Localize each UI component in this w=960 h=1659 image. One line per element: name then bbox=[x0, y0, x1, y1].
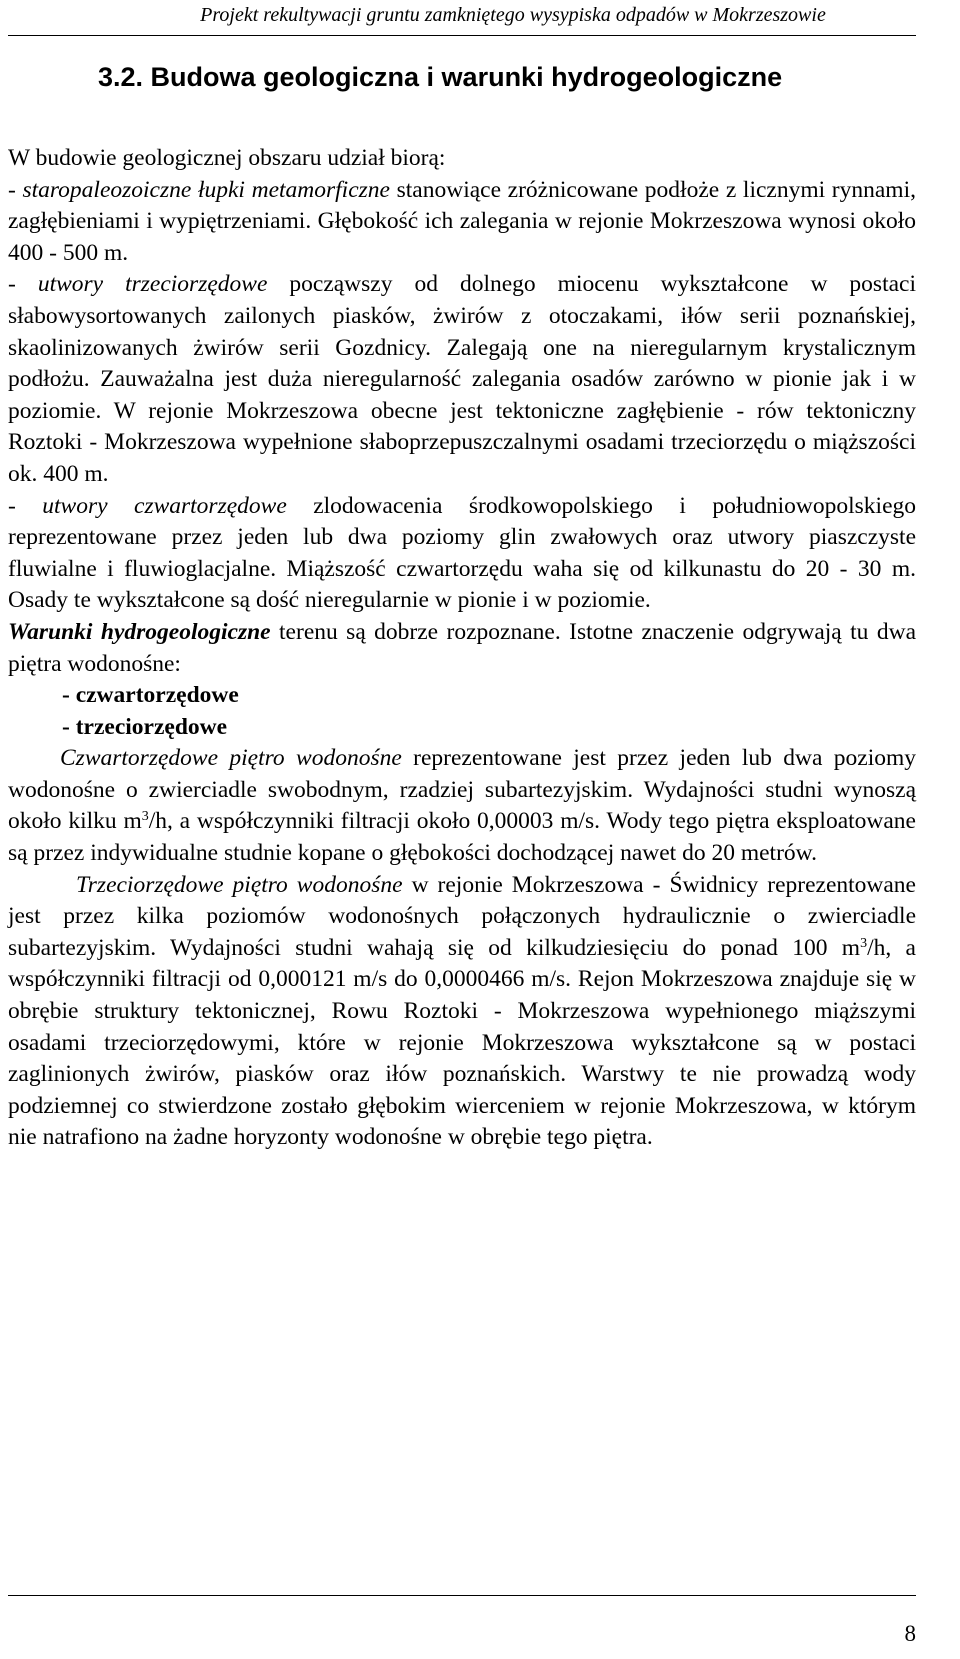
bullet-tertiary: - trzeciorzędowe bbox=[62, 713, 228, 740]
paleozoic-text: stanowiące zróżnicowane podłoże z licznymi rynnami, zagłębieniami i wypiętrzeniami. Głębokość ich zalegania w rejonie Mokrzeszowa wynosi około 400 - 500 m. bbox=[8, 176, 916, 266]
tertiary-aquifer-text-2: /h, a współczynniki filtracji od 0,000121 m/s do 0,0000466 m/s. Rejon Mokrzeszowa znajduje się w obrębie struktury tektonicznej, Rowu Roztoki - Mokrzeszowa wypełnionego miąższymi osadami trzeciorzędowymi, które w rejonie Mokrzeszowa wykształcone są w postaci zaglinionych żwirów, piasków oraz iłów poznańskich. Warstwy te nie prowadzą wody podziemnej co stwierdzone zostało głębokim wierceniem w rejonie Mokrzeszowa, w którym nie natrafiono na żadne horyzonty wodonośne w obrębie tego piętra. bbox=[8, 934, 916, 1151]
tertiary-aquifer-superscript: 3 bbox=[860, 935, 868, 951]
tertiary-aquifer-term: Trzeciorzędowe piętro wodonośne bbox=[76, 871, 403, 898]
document-body bbox=[8, 143, 916, 1154]
paragraph-quaternary-aquifer bbox=[8, 743, 916, 869]
footer-divider bbox=[8, 1595, 916, 1596]
quaternary-aquifer-term: Czwartorzędowe piętro wodonośne bbox=[60, 745, 402, 772]
quaternary-aquifer-text-1: reprezentowane jest przez jeden lub dwa poziomy wodonośne o zwierciadle swobodnym, rzadziej subartezyjskim. Wydajności studni wynoszą około kilku m bbox=[8, 745, 916, 835]
tertiary-text: począwszy od dolnego miocenu wykształcone w postaci słabowysortowanych zailonych piasków, żwirów z otoczakami, iłów serii poznańskiej, skaolinizowanych żwirów serii Gozdnicy. Zalegają one na nieregularnym krystalicznym podłożu. Zauważalna jest duża nieregularność zalegania osadów zarówno w pionie jak i w poziomie. W rejonie Mokrzeszowa obecne jest tektoniczne zagłębienie - rów tektoniczny Roztoki - Mokrzeszowa wypełnione słaboprzepuszczalnymi osadami trzeciorzędu o miąższości ok. 400 m. bbox=[8, 271, 916, 487]
tertiary-dash: - bbox=[8, 271, 38, 298]
intro-line: W budowie geologicznej obszaru udział biorą: bbox=[8, 145, 446, 171]
quaternary-dash: - bbox=[8, 492, 43, 519]
tertiary-term: utwory trzeciorzędowe bbox=[37, 271, 268, 298]
quaternary-term: utwory czwartorzędowe bbox=[42, 492, 287, 519]
paragraph-tertiary bbox=[8, 269, 916, 490]
section-title: 3.2. Budowa geologiczna i warunki hydrogeologiczne bbox=[98, 62, 783, 92]
running-header: Projekt rekultywacji gruntu zamkniętego wysypiska odpadów w Mokrzeszowie bbox=[200, 4, 826, 26]
paragraph-tertiary-aquifer bbox=[8, 870, 916, 1154]
paragraph-paleozoic bbox=[8, 175, 916, 270]
quaternary-aquifer-superscript: 3 bbox=[141, 809, 149, 825]
header-divider bbox=[8, 35, 916, 36]
hydrogeology-term: Warunki hydrogeologiczne bbox=[8, 618, 271, 645]
page-number: 8 bbox=[904, 1621, 916, 1646]
hydrogeology-text: terenu są dobrze rozpoznane. Istotne znaczenie odgrywają tu dwa piętra wodonośne: bbox=[8, 618, 916, 677]
paleozoic-term: - staropaleozoiczne łupki metamorficzne bbox=[8, 176, 390, 203]
quaternary-text: zlodowacenia środkowopolskiego i południowopolskiego reprezentowane przez jeden lub dwa poziomy glin zwałowych oraz utwory piaszczyste fluwialne i fluwioglacjalne. Miąższość czwartorzędu waha się od kilkunastu do 20 - 30 m. Osady te wykształcone są dość nieregularnie w pionie i w poziomie. bbox=[8, 492, 917, 614]
tertiary-aquifer-text-1: w rejonie Mokrzeszowa - Świdnicy reprezentowane jest przez kilka poziomów wodonośnych połączonych hydraulicznie o zwierciadle subartezyjskim. Wydajności studni wahają się od kilkudziesięciu do ponad 100 m bbox=[8, 871, 916, 961]
bullet-quaternary: - czwartorzędowe bbox=[62, 682, 239, 709]
paragraph-hydrogeology bbox=[8, 617, 916, 680]
paragraph-quaternary bbox=[8, 491, 916, 617]
quaternary-aquifer-text-2: /h, a współczynniki filtracji około 0,00003 m/s. Wody tego piętra eksploatowane są przez indywidualne studnie kopane o głębokości dochodzącej nawet do 20 metrów. bbox=[8, 808, 916, 867]
